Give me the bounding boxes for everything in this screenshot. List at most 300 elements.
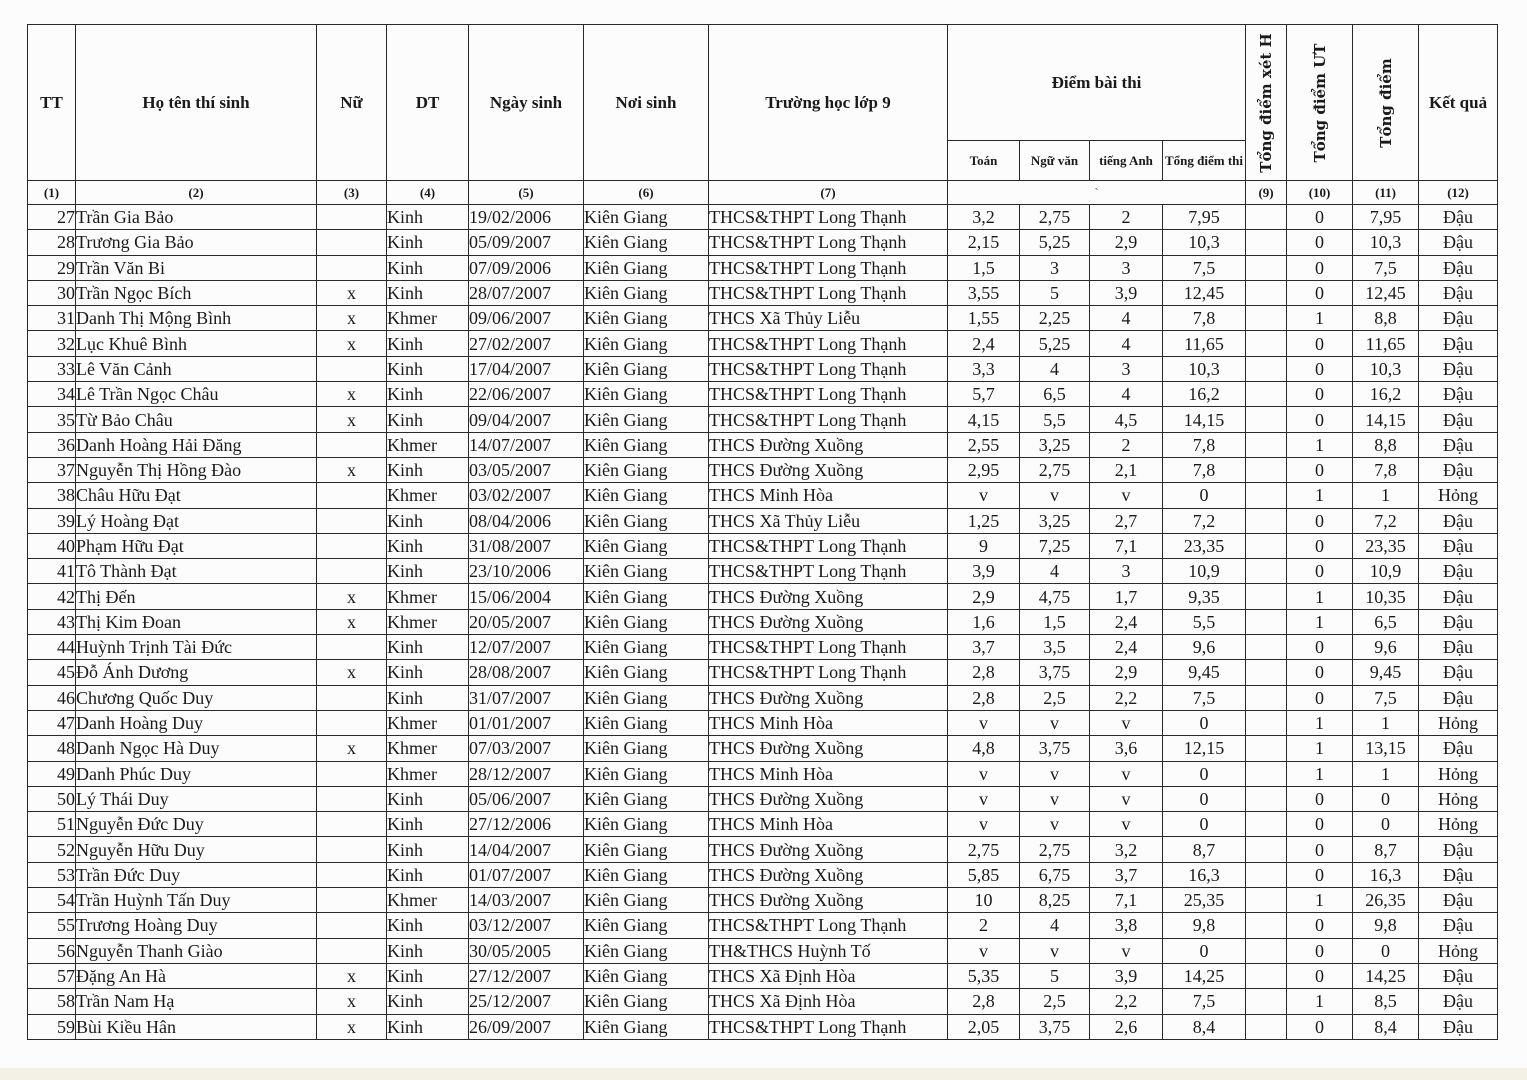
cell-priority-total: 1 <box>1287 888 1353 913</box>
table-row <box>28 837 1498 862</box>
cell-name: Lý Thái Duy <box>76 786 317 811</box>
cell-female: x <box>317 609 387 634</box>
cell-birthplace: Kiên Giang <box>584 280 709 305</box>
cell-name: Bùi Kiều Hân <box>76 1014 317 1039</box>
cell-math: 1,5 <box>948 255 1020 280</box>
cell-tt: 46 <box>28 685 76 710</box>
cell-exam-total: 10,3 <box>1163 356 1246 381</box>
col-header-tt: TT <box>28 25 76 181</box>
cell-ethnicity: Khmer <box>387 584 469 609</box>
cell-grand-total: 6,5 <box>1353 609 1419 634</box>
cell-tt: 53 <box>28 862 76 887</box>
cell-literature: 3,75 <box>1020 660 1090 685</box>
cell-school: THCS Đường Xuồng <box>709 837 948 862</box>
cell-consideration-total <box>1246 1014 1287 1039</box>
cell-literature: 5,25 <box>1020 230 1090 255</box>
cell-result: Đậu <box>1419 407 1498 432</box>
cell-grand-total: 7,95 <box>1353 205 1419 230</box>
cell-tt: 52 <box>28 837 76 862</box>
cell-school: THCS Đường Xuồng <box>709 888 948 913</box>
column-number-row <box>28 181 1498 205</box>
col-number-2: (2) <box>76 181 317 205</box>
cell-female: x <box>317 280 387 305</box>
cell-female <box>317 205 387 230</box>
cell-grand-total: 7,5 <box>1353 255 1419 280</box>
table-row <box>28 407 1498 432</box>
cell-result: Đậu <box>1419 888 1498 913</box>
cell-priority-total: 0 <box>1287 812 1353 837</box>
cell-literature: 2,75 <box>1020 205 1090 230</box>
cell-math: v <box>948 710 1020 735</box>
cell-dob: 07/03/2007 <box>469 736 584 761</box>
cell-exam-total: 0 <box>1163 812 1246 837</box>
cell-priority-total: 0 <box>1287 533 1353 558</box>
cell-consideration-total <box>1246 255 1287 280</box>
cell-math: 3,2 <box>948 205 1020 230</box>
cell-dob: 03/12/2007 <box>469 913 584 938</box>
cell-ethnicity: Kinh <box>387 635 469 660</box>
col-header-priority-total <box>1287 25 1353 181</box>
cell-tt: 54 <box>28 888 76 913</box>
cell-exam-total: 9,6 <box>1163 635 1246 660</box>
cell-result: Đậu <box>1419 609 1498 634</box>
cell-ethnicity: Kinh <box>387 508 469 533</box>
cell-birthplace: Kiên Giang <box>584 609 709 634</box>
col-number-12: (12) <box>1419 181 1498 205</box>
cell-school: THCS Minh Hòa <box>709 812 948 837</box>
cell-grand-total: 10,3 <box>1353 356 1419 381</box>
cell-school: THCS Đường Xuồng <box>709 432 948 457</box>
cell-literature: 2,5 <box>1020 989 1090 1014</box>
cell-grand-total: 10,3 <box>1353 230 1419 255</box>
cell-female: x <box>317 457 387 482</box>
cell-ethnicity: Khmer <box>387 736 469 761</box>
cell-grand-total: 7,8 <box>1353 457 1419 482</box>
cell-exam-total: 12,15 <box>1163 736 1246 761</box>
cell-math: 2,95 <box>948 457 1020 482</box>
cell-priority-total: 0 <box>1287 255 1353 280</box>
cell-math: 2,8 <box>948 989 1020 1014</box>
priority-total-label: Tổng điểm ƯT <box>1310 43 1329 162</box>
cell-priority-total: 1 <box>1287 989 1353 1014</box>
cell-english: 2,9 <box>1090 230 1163 255</box>
col-number-10: (10) <box>1287 181 1353 205</box>
cell-name: Châu Hữu Đạt <box>76 483 317 508</box>
table-row <box>28 331 1498 356</box>
cell-literature: 7,25 <box>1020 533 1090 558</box>
cell-exam-total: 12,45 <box>1163 280 1246 305</box>
cell-female <box>317 432 387 457</box>
cell-english: 3 <box>1090 559 1163 584</box>
table-row <box>28 786 1498 811</box>
cell-english: v <box>1090 786 1163 811</box>
cell-birthplace: Kiên Giang <box>584 989 709 1014</box>
cell-result: Đậu <box>1419 306 1498 331</box>
cell-result: Đậu <box>1419 382 1498 407</box>
cell-ethnicity: Kinh <box>387 255 469 280</box>
col-header-female: Nữ <box>317 25 387 181</box>
cell-english: 2 <box>1090 432 1163 457</box>
cell-result: Đậu <box>1419 685 1498 710</box>
cell-priority-total: 0 <box>1287 331 1353 356</box>
cell-result: Đậu <box>1419 559 1498 584</box>
cell-priority-total: 1 <box>1287 710 1353 735</box>
cell-female <box>317 710 387 735</box>
cell-result: Đậu <box>1419 635 1498 660</box>
cell-consideration-total <box>1246 205 1287 230</box>
cell-math: 2,15 <box>948 230 1020 255</box>
cell-literature: 6,75 <box>1020 862 1090 887</box>
cell-ethnicity: Kinh <box>387 685 469 710</box>
cell-school: THCS&THPT Long Thạnh <box>709 382 948 407</box>
cell-tt: 42 <box>28 584 76 609</box>
cell-math: 2 <box>948 913 1020 938</box>
cell-literature: v <box>1020 938 1090 963</box>
cell-female <box>317 635 387 660</box>
cell-dob: 28/07/2007 <box>469 280 584 305</box>
table-row <box>28 609 1498 634</box>
cell-priority-total: 1 <box>1287 584 1353 609</box>
cell-female <box>317 356 387 381</box>
cell-school: THCS Minh Hòa <box>709 710 948 735</box>
cell-school: THCS&THPT Long Thạnh <box>709 635 948 660</box>
cell-ethnicity: Khmer <box>387 761 469 786</box>
cell-grand-total: 0 <box>1353 938 1419 963</box>
cell-school: THCS Xã Định Hòa <box>709 963 948 988</box>
cell-birthplace: Kiên Giang <box>584 635 709 660</box>
cell-birthplace: Kiên Giang <box>584 559 709 584</box>
cell-dob: 23/10/2006 <box>469 559 584 584</box>
cell-exam-total: 7,8 <box>1163 306 1246 331</box>
col-header-consideration-total <box>1246 25 1287 181</box>
cell-grand-total: 1 <box>1353 483 1419 508</box>
cell-dob: 14/03/2007 <box>469 888 584 913</box>
cell-birthplace: Kiên Giang <box>584 761 709 786</box>
table-row <box>28 382 1498 407</box>
cell-dob: 28/12/2007 <box>469 761 584 786</box>
cell-math: v <box>948 761 1020 786</box>
cell-dob: 05/06/2007 <box>469 786 584 811</box>
cell-dob: 27/12/2006 <box>469 812 584 837</box>
cell-exam-total: 8,4 <box>1163 1014 1246 1039</box>
cell-priority-total: 1 <box>1287 483 1353 508</box>
cell-tt: 38 <box>28 483 76 508</box>
cell-dob: 03/02/2007 <box>469 483 584 508</box>
cell-english: v <box>1090 710 1163 735</box>
cell-dob: 07/09/2006 <box>469 255 584 280</box>
cell-exam-total: 14,25 <box>1163 963 1246 988</box>
cell-math: 4,15 <box>948 407 1020 432</box>
cell-grand-total: 8,4 <box>1353 1014 1419 1039</box>
cell-exam-total: 0 <box>1163 938 1246 963</box>
cell-english: 4 <box>1090 306 1163 331</box>
cell-grand-total: 16,2 <box>1353 382 1419 407</box>
cell-result: Đậu <box>1419 432 1498 457</box>
cell-math: 2,55 <box>948 432 1020 457</box>
cell-dob: 01/01/2007 <box>469 710 584 735</box>
cell-tt: 30 <box>28 280 76 305</box>
table-row <box>28 432 1498 457</box>
col-number-5: (5) <box>469 181 584 205</box>
table-row <box>28 280 1498 305</box>
cell-literature: 1,5 <box>1020 609 1090 634</box>
cell-birthplace: Kiên Giang <box>584 1014 709 1039</box>
cell-math: 2,4 <box>948 331 1020 356</box>
table-row <box>28 812 1498 837</box>
cell-school: THCS&THPT Long Thạnh <box>709 559 948 584</box>
cell-math: v <box>948 786 1020 811</box>
cell-math: 2,8 <box>948 660 1020 685</box>
cell-ethnicity: Kinh <box>387 280 469 305</box>
cell-birthplace: Kiên Giang <box>584 457 709 482</box>
cell-name: Lê Trần Ngọc Châu <box>76 382 317 407</box>
cell-tt: 34 <box>28 382 76 407</box>
cell-exam-total: 7,5 <box>1163 989 1246 1014</box>
cell-tt: 43 <box>28 609 76 634</box>
cell-grand-total: 0 <box>1353 786 1419 811</box>
cell-ethnicity: Kinh <box>387 837 469 862</box>
cell-literature: 4 <box>1020 356 1090 381</box>
cell-dob: 31/08/2007 <box>469 533 584 558</box>
cell-school: THCS&THPT Long Thạnh <box>709 356 948 381</box>
cell-result: Đậu <box>1419 508 1498 533</box>
cell-birthplace: Kiên Giang <box>584 508 709 533</box>
col-number-7: (7) <box>709 181 948 205</box>
cell-english: 3 <box>1090 255 1163 280</box>
cell-school: THCS&THPT Long Thạnh <box>709 913 948 938</box>
cell-english: 1,7 <box>1090 584 1163 609</box>
consideration-total-label: Tổng điểm xét H <box>1257 32 1276 173</box>
col-header-exam-total: Tổng điểm thi <box>1163 141 1246 181</box>
cell-dob: 20/05/2007 <box>469 609 584 634</box>
cell-female <box>317 938 387 963</box>
cell-name: Nguyễn Thanh Giào <box>76 938 317 963</box>
cell-consideration-total <box>1246 457 1287 482</box>
table-row <box>28 483 1498 508</box>
col-number-4: (4) <box>387 181 469 205</box>
col-header-math: Toán <box>948 141 1020 181</box>
table-row <box>28 736 1498 761</box>
cell-priority-total: 0 <box>1287 230 1353 255</box>
cell-result: Đậu <box>1419 736 1498 761</box>
cell-ethnicity: Kinh <box>387 913 469 938</box>
cell-ethnicity: Kinh <box>387 862 469 887</box>
cell-grand-total: 8,8 <box>1353 432 1419 457</box>
cell-literature: 2,75 <box>1020 457 1090 482</box>
cell-ethnicity: Kinh <box>387 205 469 230</box>
cell-literature: 5,25 <box>1020 331 1090 356</box>
cell-school: THCS&THPT Long Thạnh <box>709 255 948 280</box>
cell-grand-total: 13,15 <box>1353 736 1419 761</box>
cell-exam-total: 7,8 <box>1163 457 1246 482</box>
cell-tt: 57 <box>28 963 76 988</box>
cell-literature: 3,75 <box>1020 1014 1090 1039</box>
cell-tt: 48 <box>28 736 76 761</box>
cell-result: Đậu <box>1419 230 1498 255</box>
cell-priority-total: 0 <box>1287 407 1353 432</box>
col-header-grand-total <box>1353 25 1419 181</box>
cell-result: Hỏng <box>1419 812 1498 837</box>
table-row <box>28 938 1498 963</box>
cell-result: Hỏng <box>1419 483 1498 508</box>
cell-name: Trương Hoàng Duy <box>76 913 317 938</box>
cell-literature: 3 <box>1020 255 1090 280</box>
cell-name: Trần Huỳnh Tấn Duy <box>76 888 317 913</box>
cell-school: THCS Đường Xuồng <box>709 609 948 634</box>
cell-birthplace: Kiên Giang <box>584 837 709 862</box>
cell-english: 2,2 <box>1090 685 1163 710</box>
cell-school: THCS Đường Xuồng <box>709 584 948 609</box>
cell-tt: 40 <box>28 533 76 558</box>
cell-female: x <box>317 660 387 685</box>
cell-school: TH&THCS Huỳnh Tố <box>709 938 948 963</box>
cell-tt: 31 <box>28 306 76 331</box>
cell-ethnicity: Khmer <box>387 432 469 457</box>
cell-priority-total: 0 <box>1287 660 1353 685</box>
cell-birthplace: Kiên Giang <box>584 963 709 988</box>
cell-exam-total: 9,8 <box>1163 913 1246 938</box>
cell-ethnicity: Kinh <box>387 407 469 432</box>
table-row <box>28 888 1498 913</box>
cell-english: 2,1 <box>1090 457 1163 482</box>
cell-consideration-total <box>1246 584 1287 609</box>
cell-name: Đỗ Ánh Dương <box>76 660 317 685</box>
cell-grand-total: 10,35 <box>1353 584 1419 609</box>
cell-exam-total: 0 <box>1163 483 1246 508</box>
cell-result: Đậu <box>1419 457 1498 482</box>
table-row <box>28 205 1498 230</box>
cell-english: 4 <box>1090 382 1163 407</box>
cell-math: v <box>948 812 1020 837</box>
cell-consideration-total <box>1246 483 1287 508</box>
cell-result: Đậu <box>1419 533 1498 558</box>
cell-school: THCS&THPT Long Thạnh <box>709 407 948 432</box>
cell-name: Trần Văn Bi <box>76 255 317 280</box>
col-number-6: (6) <box>584 181 709 205</box>
cell-english: v <box>1090 761 1163 786</box>
cell-result: Đậu <box>1419 837 1498 862</box>
cell-result: Đậu <box>1419 356 1498 381</box>
cell-dob: 30/05/2005 <box>469 938 584 963</box>
cell-birthplace: Kiên Giang <box>584 306 709 331</box>
cell-grand-total: 7,5 <box>1353 685 1419 710</box>
cell-english: 3,7 <box>1090 862 1163 887</box>
cell-name: Phạm Hữu Đạt <box>76 533 317 558</box>
cell-exam-total: 7,2 <box>1163 508 1246 533</box>
cell-consideration-total <box>1246 938 1287 963</box>
col-number-1: (1) <box>28 181 76 205</box>
cell-english: 7,1 <box>1090 888 1163 913</box>
cell-result: Đậu <box>1419 989 1498 1014</box>
cell-english: 3 <box>1090 356 1163 381</box>
cell-consideration-total <box>1246 559 1287 584</box>
cell-consideration-total <box>1246 660 1287 685</box>
cell-consideration-total <box>1246 432 1287 457</box>
cell-consideration-total <box>1246 533 1287 558</box>
cell-female <box>317 230 387 255</box>
cell-literature: 2,75 <box>1020 837 1090 862</box>
cell-exam-total: 8,7 <box>1163 837 1246 862</box>
cell-priority-total: 0 <box>1287 559 1353 584</box>
table-row <box>28 1014 1498 1039</box>
cell-consideration-total <box>1246 331 1287 356</box>
cell-school: THCS&THPT Long Thạnh <box>709 230 948 255</box>
cell-literature: 5 <box>1020 963 1090 988</box>
cell-female: x <box>317 989 387 1014</box>
table-row <box>28 584 1498 609</box>
cell-name: Trần Nam Hạ <box>76 989 317 1014</box>
cell-consideration-total <box>1246 761 1287 786</box>
col-number-8: ` <box>948 181 1246 205</box>
cell-result: Đậu <box>1419 913 1498 938</box>
cell-english: 2,4 <box>1090 635 1163 660</box>
cell-dob: 25/12/2007 <box>469 989 584 1014</box>
cell-tt: 56 <box>28 938 76 963</box>
cell-literature: 6,5 <box>1020 382 1090 407</box>
cell-name: Từ Bảo Châu <box>76 407 317 432</box>
cell-name: Trần Đức Duy <box>76 862 317 887</box>
cell-tt: 37 <box>28 457 76 482</box>
cell-school: THCS&THPT Long Thạnh <box>709 280 948 305</box>
cell-birthplace: Kiên Giang <box>584 407 709 432</box>
cell-ethnicity: Kinh <box>387 660 469 685</box>
results-table <box>27 24 1498 1040</box>
cell-result: Đậu <box>1419 963 1498 988</box>
cell-ethnicity: Kinh <box>387 230 469 255</box>
cell-consideration-total <box>1246 382 1287 407</box>
cell-tt: 55 <box>28 913 76 938</box>
cell-tt: 28 <box>28 230 76 255</box>
cell-ethnicity: Kinh <box>387 382 469 407</box>
cell-birthplace: Kiên Giang <box>584 230 709 255</box>
cell-math: 5,85 <box>948 862 1020 887</box>
cell-english: 2,6 <box>1090 1014 1163 1039</box>
page-edge <box>0 1068 1527 1080</box>
cell-literature: v <box>1020 786 1090 811</box>
cell-math: 2,8 <box>948 685 1020 710</box>
cell-priority-total: 0 <box>1287 685 1353 710</box>
table-row <box>28 508 1498 533</box>
cell-grand-total: 11,65 <box>1353 331 1419 356</box>
col-number-9: (9) <box>1246 181 1287 205</box>
cell-dob: 08/04/2006 <box>469 508 584 533</box>
cell-result: Đậu <box>1419 205 1498 230</box>
cell-name: Thị Kim Đoan <box>76 609 317 634</box>
cell-math: 9 <box>948 533 1020 558</box>
table-header <box>28 25 1498 205</box>
cell-ethnicity: Kinh <box>387 559 469 584</box>
cell-name: Trần Gia Bảo <box>76 205 317 230</box>
cell-grand-total: 14,15 <box>1353 407 1419 432</box>
table-row <box>28 356 1498 381</box>
cell-grand-total: 16,3 <box>1353 862 1419 887</box>
cell-consideration-total <box>1246 963 1287 988</box>
cell-priority-total: 0 <box>1287 786 1353 811</box>
col-header-name: Họ tên thí sinh <box>76 25 317 181</box>
cell-exam-total: 0 <box>1163 761 1246 786</box>
cell-ethnicity: Kinh <box>387 356 469 381</box>
cell-name: Chương Quốc Duy <box>76 685 317 710</box>
cell-literature: 2,5 <box>1020 685 1090 710</box>
header-row-main <box>28 25 1498 141</box>
cell-dob: 05/09/2007 <box>469 230 584 255</box>
cell-english: 3,8 <box>1090 913 1163 938</box>
table-row <box>28 660 1498 685</box>
cell-exam-total: 7,8 <box>1163 432 1246 457</box>
col-number-3: (3) <box>317 181 387 205</box>
table-row <box>28 255 1498 280</box>
cell-birthplace: Kiên Giang <box>584 812 709 837</box>
